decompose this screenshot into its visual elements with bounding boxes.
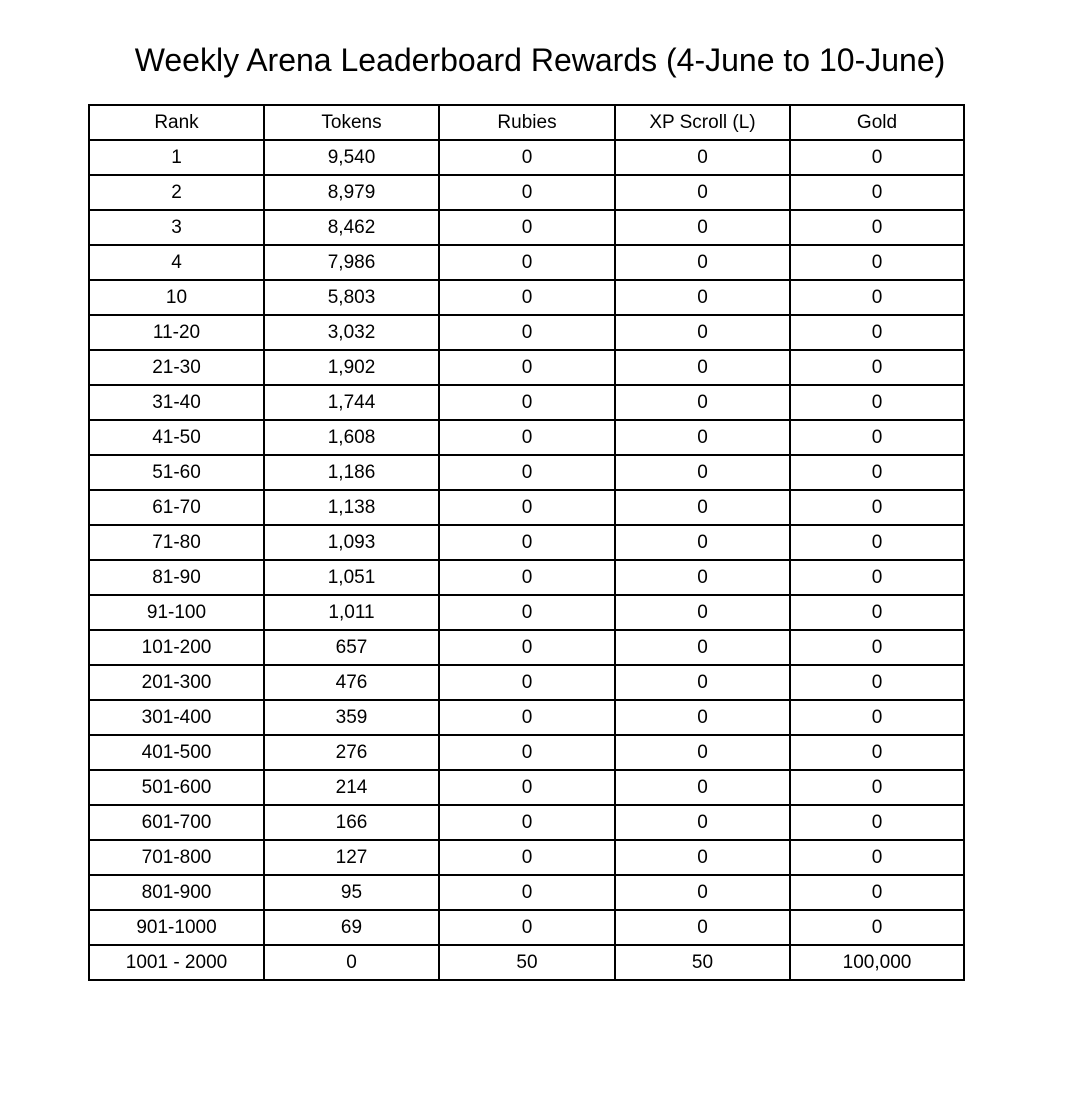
xp-scroll-cell: 0 <box>615 665 790 700</box>
rank-cell: 101-200 <box>89 630 264 665</box>
table-row <box>89 770 964 805</box>
xp-scroll-cell: 0 <box>615 525 790 560</box>
table-row <box>89 595 964 630</box>
gold-cell: 0 <box>790 140 964 175</box>
tokens-cell: 3,032 <box>264 315 439 350</box>
gold-cell: 0 <box>790 805 964 840</box>
gold-cell: 0 <box>790 560 964 595</box>
gold-cell: 0 <box>790 490 964 525</box>
xp-scroll-cell: 0 <box>615 455 790 490</box>
rank-cell: 1 <box>89 140 264 175</box>
tokens-cell: 359 <box>264 700 439 735</box>
rank-cell: 901-1000 <box>89 910 264 945</box>
table-row <box>89 245 964 280</box>
table-row <box>89 630 964 665</box>
rubies-cell: 0 <box>439 245 615 280</box>
xp-scroll-cell: 50 <box>615 945 790 980</box>
rubies-cell: 0 <box>439 280 615 315</box>
rubies-cell: 0 <box>439 560 615 595</box>
gold-cell: 0 <box>790 280 964 315</box>
xp-scroll-cell: 0 <box>615 210 790 245</box>
tokens-cell: 1,093 <box>264 525 439 560</box>
rank-cell: 2 <box>89 175 264 210</box>
gold-cell: 0 <box>790 910 964 945</box>
table-row <box>89 875 964 910</box>
tokens-cell: 476 <box>264 665 439 700</box>
rubies-cell: 0 <box>439 630 615 665</box>
rank-cell: 81-90 <box>89 560 264 595</box>
rank-cell: 1001 - 2000 <box>89 945 264 980</box>
tokens-cell: 1,138 <box>264 490 439 525</box>
rubies-cell: 50 <box>439 945 615 980</box>
xp-scroll-cell: 0 <box>615 805 790 840</box>
rubies-cell: 0 <box>439 525 615 560</box>
rank-cell: 301-400 <box>89 700 264 735</box>
rank-cell: 61-70 <box>89 490 264 525</box>
rubies-cell: 0 <box>439 770 615 805</box>
gold-cell: 0 <box>790 210 964 245</box>
rubies-cell: 0 <box>439 350 615 385</box>
gold-cell: 0 <box>790 525 964 560</box>
rubies-cell: 0 <box>439 175 615 210</box>
table-body <box>89 140 964 980</box>
rank-cell: 91-100 <box>89 595 264 630</box>
xp-scroll-cell: 0 <box>615 420 790 455</box>
gold-cell: 0 <box>790 245 964 280</box>
rank-cell: 4 <box>89 245 264 280</box>
xp-scroll-cell: 0 <box>615 770 790 805</box>
xp-scroll-cell: 0 <box>615 140 790 175</box>
rank-cell: 71-80 <box>89 525 264 560</box>
rank-cell: 801-900 <box>89 875 264 910</box>
rubies-cell: 0 <box>439 805 615 840</box>
table-row <box>89 840 964 875</box>
table-row <box>89 175 964 210</box>
rubies-cell: 0 <box>439 735 615 770</box>
table-row <box>89 280 964 315</box>
tokens-cell: 1,744 <box>264 385 439 420</box>
table-row <box>89 140 964 175</box>
xp-scroll-cell: 0 <box>615 630 790 665</box>
table-row <box>89 560 964 595</box>
xp-scroll-cell: 0 <box>615 700 790 735</box>
rubies-cell: 0 <box>439 210 615 245</box>
table-row <box>89 315 964 350</box>
xp-scroll-cell: 0 <box>615 315 790 350</box>
table-row <box>89 210 964 245</box>
tokens-cell: 1,902 <box>264 350 439 385</box>
xp-scroll-cell: 0 <box>615 735 790 770</box>
gold-cell: 0 <box>790 595 964 630</box>
tokens-cell: 1,051 <box>264 560 439 595</box>
rank-cell: 401-500 <box>89 735 264 770</box>
rank-cell: 21-30 <box>89 350 264 385</box>
rubies-cell: 0 <box>439 840 615 875</box>
table-row <box>89 420 964 455</box>
gold-cell: 0 <box>790 665 964 700</box>
table-row <box>89 490 964 525</box>
table-row <box>89 805 964 840</box>
table-row <box>89 455 964 490</box>
tokens-cell: 0 <box>264 945 439 980</box>
table-row <box>89 665 964 700</box>
rubies-cell: 0 <box>439 490 615 525</box>
tokens-cell: 95 <box>264 875 439 910</box>
table-row <box>89 945 964 980</box>
rubies-cell: 0 <box>439 455 615 490</box>
xp-scroll-cell: 0 <box>615 840 790 875</box>
header-row <box>89 105 964 140</box>
tokens-cell: 8,979 <box>264 175 439 210</box>
rubies-cell: 0 <box>439 665 615 700</box>
rank-cell: 701-800 <box>89 840 264 875</box>
rank-cell: 51-60 <box>89 455 264 490</box>
table-row <box>89 385 964 420</box>
xp-scroll-cell: 0 <box>615 245 790 280</box>
gold-cell: 0 <box>790 735 964 770</box>
tokens-cell: 1,186 <box>264 455 439 490</box>
tokens-cell: 8,462 <box>264 210 439 245</box>
rank-cell: 3 <box>89 210 264 245</box>
tokens-cell: 166 <box>264 805 439 840</box>
rubies-cell: 0 <box>439 910 615 945</box>
rank-cell: 41-50 <box>89 420 264 455</box>
gold-cell: 0 <box>790 385 964 420</box>
page-title: Weekly Arena Leaderboard Rewards (4-June to 10-June) <box>134 42 946 78</box>
tokens-cell: 214 <box>264 770 439 805</box>
gold-cell: 0 <box>790 700 964 735</box>
rewards-table <box>88 104 965 981</box>
xp-scroll-cell: 0 <box>615 350 790 385</box>
rank-cell: 201-300 <box>89 665 264 700</box>
rank-cell: 501-600 <box>89 770 264 805</box>
gold-cell: 0 <box>790 350 964 385</box>
rank-cell: 31-40 <box>89 385 264 420</box>
xp-scroll-cell: 0 <box>615 875 790 910</box>
xp-scroll-cell: 0 <box>615 595 790 630</box>
gold-cell: 100,000 <box>790 945 964 980</box>
table-header <box>89 105 964 140</box>
column-header-rubies: Rubies <box>439 105 615 140</box>
column-header-tokens: Tokens <box>264 105 439 140</box>
tokens-cell: 1,608 <box>264 420 439 455</box>
xp-scroll-cell: 0 <box>615 280 790 315</box>
tokens-cell: 7,986 <box>264 245 439 280</box>
table-row <box>89 700 964 735</box>
tokens-cell: 657 <box>264 630 439 665</box>
tokens-cell: 127 <box>264 840 439 875</box>
gold-cell: 0 <box>790 420 964 455</box>
gold-cell: 0 <box>790 770 964 805</box>
rubies-cell: 0 <box>439 875 615 910</box>
column-header-gold: Gold <box>790 105 964 140</box>
rubies-cell: 0 <box>439 700 615 735</box>
rubies-cell: 0 <box>439 420 615 455</box>
rubies-cell: 0 <box>439 140 615 175</box>
rubies-cell: 0 <box>439 385 615 420</box>
tokens-cell: 1,011 <box>264 595 439 630</box>
table-row <box>89 910 964 945</box>
tokens-cell: 9,540 <box>264 140 439 175</box>
column-header-rank: Rank <box>89 105 264 140</box>
rank-cell: 601-700 <box>89 805 264 840</box>
gold-cell: 0 <box>790 875 964 910</box>
xp-scroll-cell: 0 <box>615 385 790 420</box>
gold-cell: 0 <box>790 175 964 210</box>
table-row <box>89 350 964 385</box>
xp-scroll-cell: 0 <box>615 560 790 595</box>
rubies-cell: 0 <box>439 315 615 350</box>
gold-cell: 0 <box>790 840 964 875</box>
rank-cell: 11-20 <box>89 315 264 350</box>
tokens-cell: 276 <box>264 735 439 770</box>
xp-scroll-cell: 0 <box>615 910 790 945</box>
gold-cell: 0 <box>790 630 964 665</box>
rank-cell: 10 <box>89 280 264 315</box>
column-header-xp-scroll: XP Scroll (L) <box>615 105 790 140</box>
table-row <box>89 735 964 770</box>
xp-scroll-cell: 0 <box>615 490 790 525</box>
tokens-cell: 69 <box>264 910 439 945</box>
gold-cell: 0 <box>790 455 964 490</box>
tokens-cell: 5,803 <box>264 280 439 315</box>
table-row <box>89 525 964 560</box>
gold-cell: 0 <box>790 315 964 350</box>
xp-scroll-cell: 0 <box>615 175 790 210</box>
rubies-cell: 0 <box>439 595 615 630</box>
